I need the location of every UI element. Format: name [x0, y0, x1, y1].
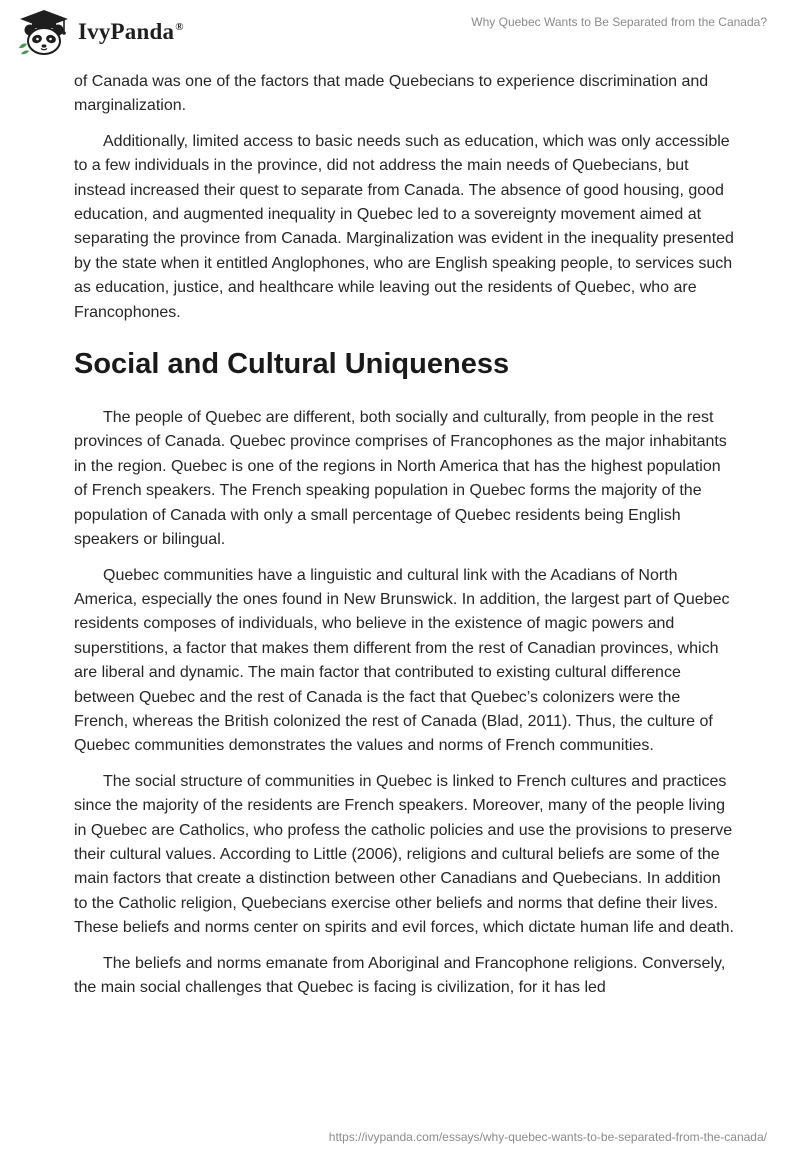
section-heading: Social and Cultural Uniqueness	[74, 348, 510, 381]
brand-name: IvyPanda®	[78, 19, 184, 44]
paragraph-continuation: of Canada was one of the factors that made Quebecians to experience discrimination and marginalization.	[74, 73, 709, 115]
source-url[interactable]: https://ivypanda.com/essays/why-quebec-wants-to-be-separated-from-the-canada/	[328, 1130, 767, 1144]
paragraph: The people of Quebec are different, both socially and culturally, from people in the rest provinces of Canada. Quebec province comprises of Francophones as the major inhabitants in the region. Quebec is one of the regions in North America that has the highest population of French speakers. The French speaking population in Quebec forms the majority of the population of Canada with only a small percentage of Quebec residents being English speakers or bilingual.	[74, 409, 727, 549]
document-title: Why Quebec Wants to Be Separated from the Canada?	[471, 15, 767, 29]
paragraph: The beliefs and norms emanate from Aboriginal and Francophone religions. Conversely, the main social challenges that Quebec is facing is civilization, for it has led	[74, 954, 726, 996]
panda-graduate-icon	[16, 8, 72, 58]
paragraph: Additionally, limited access to basic needs such as education, which was only accessible to a few individuals in the province, did not address the main needs of Quebecians, but instead increased their quest to separate from Canada. The absence of good housing, good education, and augmented inequality in Quebec led to a sovereignty movement aimed at separating the province from Canada. Marginalization was evident in the inequality presented by the state when it entitled Anglophones, who are English speaking people, to services such as education, justice, and healthcare while leaving out the residents of Quebec, who are Francophones.	[74, 132, 734, 321]
paragraph: Quebec communities have a linguistic and cultural link with the Acadians of North America, especially the ones found in New Brunswick. In addition, the largest part of Quebec residents composes of individuals, who believe in the existence of magic powers and superstitions, a factor that makes them different from the rest of Canadian provinces, which are liberal and dynamic. The main factor that contributed to existing cultural difference between Quebec and the rest of Canada is the fact that Quebec’s colonizers were the French, whereas the British colonized the rest of Canada (Blad, 2011). Thus, the culture of Quebec communities demonstrates the values and norms of French communities.	[74, 566, 730, 755]
paragraph: The social structure of communities in Quebec is linked to French cultures and practices since the majority of the residents are French speakers. Moreover, many of the people living in Quebec are Catholics, who profess the catholic policies and use the provisions to preserve their cultural values. According to Little (2006), religions and cultural beliefs are some of the main factors that create a distinction between other Canadians and Quebecians. In addition to the Catholic religion, Quebecians exercise other beliefs and norms that define their lives. These beliefs and norms center on spirits and evil forces, which dictate human life and death.	[74, 772, 734, 937]
page-header	[0, 0, 800, 68]
ivypanda-logo[interactable]	[16, 8, 184, 58]
essay-body	[74, 70, 734, 1011]
registered-mark: ®	[175, 21, 184, 34]
